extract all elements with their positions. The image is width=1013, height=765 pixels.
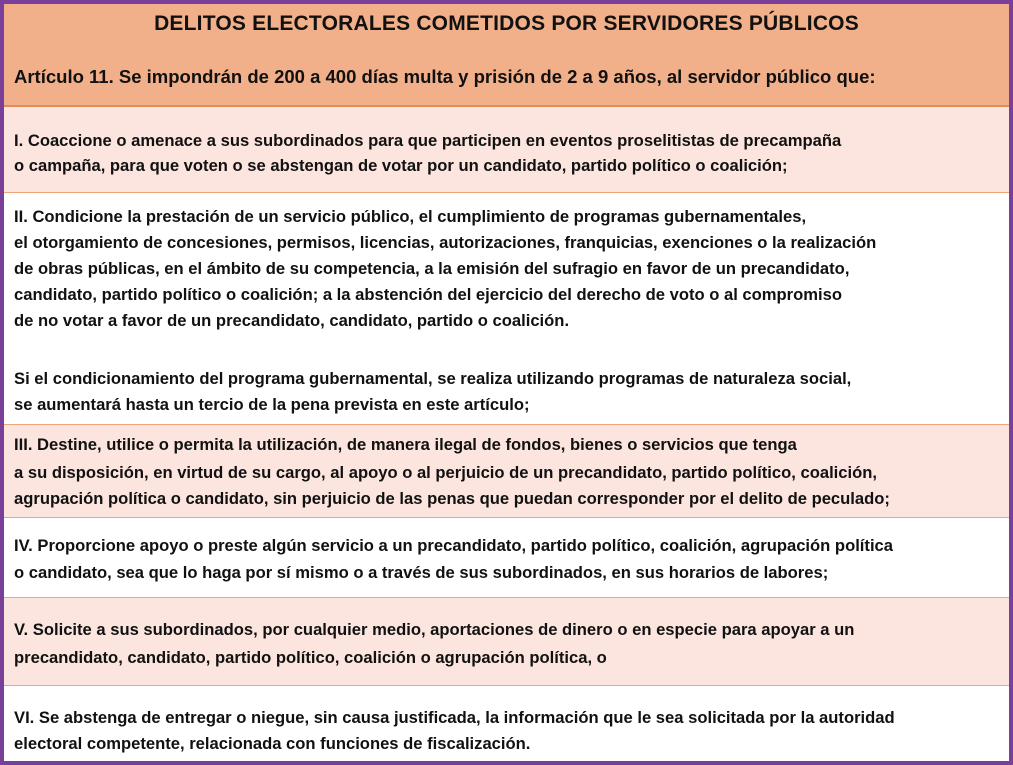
- article-heading: Artículo 11. Se impondrán de 200 a 400 días multa y prisión de 2 a 9 años, al servidor público que:: [14, 66, 876, 87]
- row-ii-line-5: de no votar a favor de un precandidato, candidato, partido o coalición.: [14, 311, 570, 330]
- row-iv-line-2: o candidato, sea que lo haga por sí mismo o a través de sus subordinados, en sus horarios de labores;: [14, 563, 829, 582]
- table-row-i: [4, 107, 1009, 193]
- table-row-v: [4, 598, 1009, 686]
- row-iii-line-3: agrupación política o candidato, sin perjuicio de las penas que puedan corresponder por el delito de peculado;: [14, 489, 890, 508]
- row-vi-line-1: VI. Se abstenga de entregar o niegue, sin causa justificada, la información que le sea solicitada por la autoridad: [14, 708, 895, 727]
- row-ii-line-4: candidato, partido político o coalición; a la abstención del ejercicio del derecho de voto o al compromiso: [14, 285, 843, 304]
- row-i-line-2: o campaña, para que voten o se abstengan de votar por un candidato, partido político o coalición;: [14, 156, 788, 175]
- table-title: DELITOS ELECTORALES COMETIDOS POR SERVIDORES PÚBLICOS: [154, 12, 859, 35]
- row-ii-line-1: II. Condicione la prestación de un servicio público, el cumplimiento de programas gubernamentales,: [14, 207, 807, 226]
- row-ii-line-3: de obras públicas, en el ámbito de su competencia, a la emisión del sufragio en favor de un precandidato,: [14, 259, 850, 278]
- row-iii-line-2: a su disposición, en virtud de su cargo, al apoyo o al perjuicio de un precandidato, partido político, coalición,: [14, 463, 878, 482]
- table-row-iii: [4, 425, 1009, 518]
- table-row-iv: [4, 518, 1009, 598]
- row-vi-line-2: electoral competente, relacionada con funciones de fiscalización.: [14, 734, 531, 753]
- row-v-line-2: precandidato, candidato, partido político, coalición o agrupación política, o: [14, 648, 607, 667]
- table-row-ii: [4, 193, 1009, 425]
- row-ii-line-6: Si el condicionamiento del programa gubernamental, se realiza utilizando programas de naturaleza social,: [14, 369, 852, 388]
- row-i-line-1: I. Coaccione o amenace a sus subordinados para que participen en eventos proselitistas de precampaña: [14, 131, 842, 150]
- row-ii-line-2: el otorgamiento de concesiones, permisos, licencias, autorizaciones, franquicias, exenciones o la realización: [14, 233, 877, 252]
- table-header: [4, 4, 1009, 107]
- table-row-vi: [4, 686, 1009, 765]
- row-iii-line-1: III. Destine, utilice o permita la utilización, de manera ilegal de fondos, bienes o servicios que tenga: [14, 435, 797, 454]
- row-v-line-1: V. Solicite a sus subordinados, por cualquier medio, aportaciones de dinero o en especie para apoyar a un: [14, 620, 855, 639]
- row-ii-line-7: se aumentará hasta un tercio de la pena prevista en este artículo;: [14, 395, 530, 414]
- row-iv-line-1: IV. Proporcione apoyo o preste algún servicio a un precandidato, partido político, coalición, agrupación política: [14, 536, 894, 555]
